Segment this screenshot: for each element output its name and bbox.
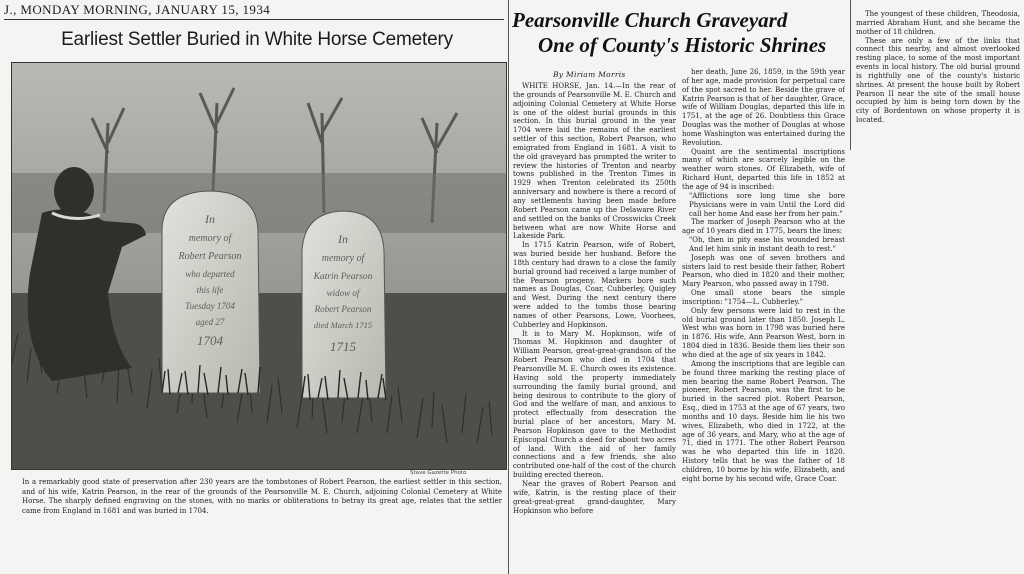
photo-headline: Earliest Settler Buried in White Horse Cemetery	[61, 29, 453, 50]
stone-right-line-2: memory of	[321, 253, 365, 264]
col2-paragraph: her death, June 26, 1859, in the 59th year of her age, made provision for perpetual care of the spot sacred to her. Beside the grave of Katrin Pearson is that of her daughter, Grace, wife of William Douglas, departed this life in 1751, at the age of 26. Doubtless this Grace Douglas was the mother of Douglas at whose home Washington was entertained during the Revolution.	[682, 68, 845, 147]
col2-paragraph: The marker of Joseph Pearson who at the age of 10 years died in 1775, bears the lines:	[682, 218, 845, 236]
story-headline-line-1: Pearsonville Church Graveyard	[512, 8, 788, 32]
story-column-1	[513, 82, 676, 572]
photo-caption: In a remarkably good state of preservation after 230 years are the tombstones of Robert Pearson, the earliest settler in this section, and of his wife, Katrin Pearson, in the rear of the grounds of the Pearsonville M. E. Church, adjoining Colonial Cemetery at White Horse. The sharply defined engraving on the stones, with no marks or obliterations to betray its great age, relates that the settler came from England in 1681 and was buried in 1704.	[22, 478, 502, 515]
story-headline	[512, 8, 852, 58]
col1-paragraph: WHITE HORSE, Jan. 14.—In the rear of the grounds of Pearsonville M. E. Church and adjoining Colonial Cemetery at White Horse is one of the oldest burial grounds in this section. In this burial ground in the year 1704 were laid the remains of the earliest settler of this section, Robert Pearson, who emigrated from England in 1681. A visit to the old graveyard has prompted the writer to review the histories of Trenton and nearby towns published in the Trenton Times in 1929 when Trenton celebrated its 250th anniversary and nowhere is there a record of any settlements having been made before Robert Pearson came up the Delaware River and settled on the banks of Crosswicks Creek between what are now White Horse and Lakeside Park.	[513, 82, 676, 241]
stone-left-line-5: this life	[196, 285, 224, 295]
tombstone-photo	[11, 62, 507, 470]
stone-right-line-3: Katrin Pearson	[313, 272, 373, 282]
col2-paragraph: Joseph was one of seven brothers and sisters laid to rest beside their father, Robert Pearson, who died in 1820 and their mother, Mary Pearson, who passed away in 1798.	[682, 253, 845, 289]
col3-paragraph: These are only a few of the links that connect this nearby, and almost overlooked resting place, to some of the most important events in local history. The old burial ground is rightfully one of the county's historic shrines. At present the house built by Robert Pearson II near the site of the small house occupied by him is being torn down by the city of Bordentown on whose property it is located.	[856, 36, 1020, 125]
col2-paragraph: Quaint are the sentimental inscriptions many of which are scarcely legible on the weather worn stones. Of Elizabeth, wife of Richard Hunt, departed this life in 1852 at the age of 94 is inscribed:	[682, 147, 845, 191]
stone-right-line-1: In	[338, 232, 348, 246]
stone-right-line-7: 1715	[330, 339, 356, 354]
col1-paragraph: Near the graves of Robert Pearson and wife, Katrin, is the resting place of their great-great-great grand-daughter, Mary Hopkinson who before	[513, 479, 676, 515]
dateline: J., MONDAY MORNING, JANUARY 15, 1934	[4, 2, 504, 20]
stone-left-line-8: 1704	[197, 333, 223, 348]
stone-right-line-4: widow of	[326, 288, 360, 298]
stone-left-line-7: aged 27	[195, 317, 225, 327]
story-column-2	[682, 68, 845, 572]
byline: By Miriam Morris	[553, 70, 626, 79]
stone-left-line-4: who departed	[185, 269, 235, 279]
stone-left-line-1: In	[205, 212, 215, 226]
story-column-3	[856, 10, 1020, 150]
story-headline-line-2: One of County's Historic Shrines	[538, 33, 827, 57]
photo-credit: Stave Gazette Photo	[410, 470, 467, 476]
stone-left-line-2: memory of	[188, 233, 232, 244]
col2-paragraph: Among the inscriptions that are legible can be found three marking the resting place of men bearing the name Robert Pearson. The pioneer, Robert Pearson, was the first to be buried in the sacred plot. Robert Pearson, Esq., died in 1753 at the age of 67 years, two months and 10 days. Beside him lie his two wives, Elizabeth, who died in 1722, at the age of 36 years, and Mary, who at the age of 71, died in 1771. The other Robert Pearson was he who departed this life in 1820. History tells that he was the father of 18 children, 10 borne by his wife, Elizabeth, and eight borne by his second wife, Grace Coar.	[682, 359, 845, 483]
stone-right-line-5: Robert Pearson	[314, 304, 372, 314]
col1-paragraph: In 1715 Katrin Pearson, wife of Robert, was buried beside her husband. Before the 18th century had drawn to a close the family burial ground had received a large number of the Pearson progeny. Markers bore such names as Douglas, Coar, Cubberley, Quigley and West. During the next century there were added to the tombs those bearing names of other Pearsons, Lowe, Voorhees, Cubberley and Hopkinson.	[513, 241, 676, 329]
stone-left-line-6: Tuesday 1704	[185, 301, 235, 311]
stone-left-line-3: Robert Pearson	[178, 251, 242, 262]
col1-paragraph: It is to Mary M. Hopkinson, wife of Thomas M. Hopkinson and daughter of William Pearson, great-great-grandson of the Robert Pearson who died in 1704 that Pearsonville M. E. Church owes its existence. Having sold the property immediately surrounding the family burial ground, and being desirous to contribute to the glory of God and the welfare of man, and anxious to protect effectually from desecration the burial place of her ancestors, Mary M. Pearson Hopkinson gave to the Methodist Episcopal Church a deed for about two acres of land. With the aid of her family connections and a few friends, she also contributed one-half of the cost of the church building erected thereon.	[513, 329, 676, 480]
col2-paragraph: One small stone bears the simple inscription: "1754—L. Cubberley."	[682, 289, 845, 306]
col3-paragraph: The youngest of these children, Theodosia, married Abraham Hunt, and she became the mother of 18 children.	[856, 10, 1020, 36]
col2-verse: "Afflictions sore long time she bore Physicians were in vain Until the Lord did call her home And ease her from her pain."	[689, 191, 845, 218]
column-rule-1	[508, 0, 509, 574]
stone-right-line-6: died March 1715	[313, 320, 373, 330]
col2-verse: "Oh, then in pity ease his wounded breast And let him sink in instant death to rest."	[689, 236, 845, 253]
col2-paragraph: Only few persons were laid to rest in the old burial ground later than 1850. Joseph L. West who was born in 1798 was buried here in 1876. His wife, Ann Pearson West, born in 1804 died in 1836. Beside them lies their son who died at the age of six years in 1842.	[682, 306, 845, 359]
